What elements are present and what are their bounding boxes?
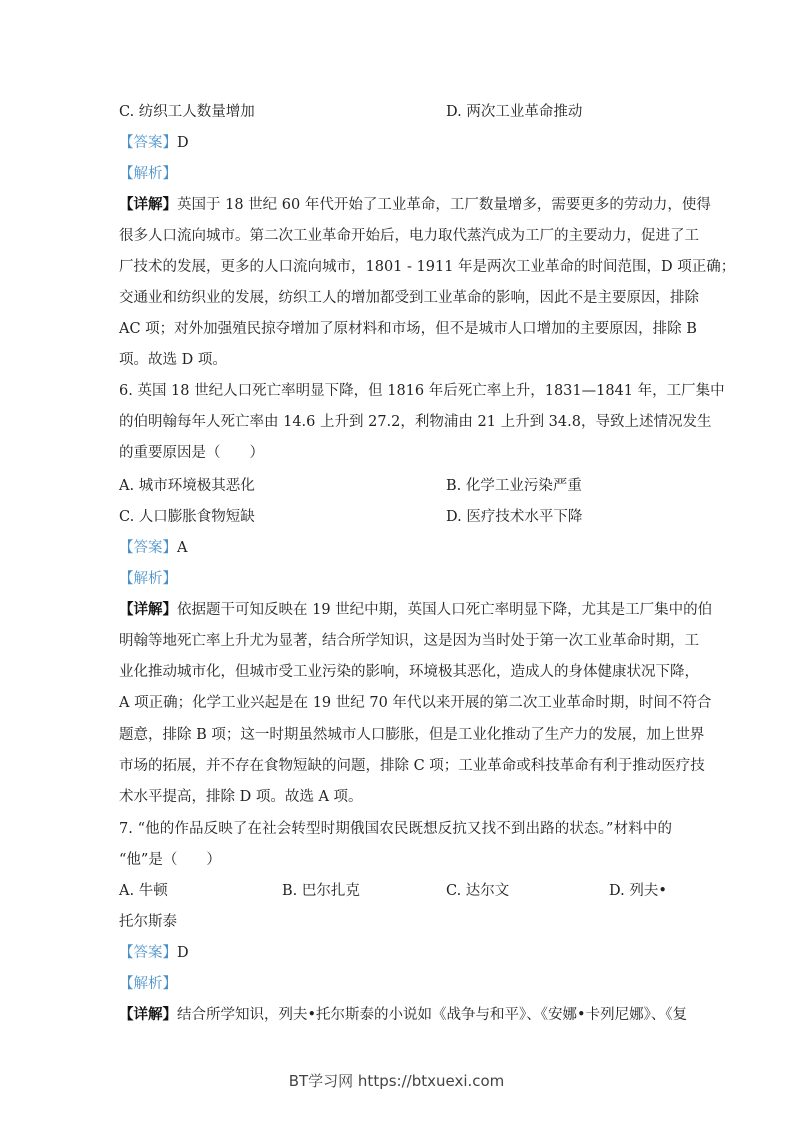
analysis-tag: 【解析】 bbox=[119, 166, 177, 182]
q5-option-c: C. 纺织工人数量增加 bbox=[119, 104, 255, 120]
answer-value: D bbox=[177, 135, 189, 151]
q6-detail-line: 题意，排除 B 项；这一时期虽然城市人口膨胀，但是工业化推动了生产力的发展，加上世界 bbox=[119, 727, 705, 743]
q6-options-row bbox=[119, 507, 672, 527]
q7-options-row bbox=[119, 881, 672, 901]
q7-option-d-continued: 托尔斯泰 bbox=[119, 914, 177, 930]
q5-detail-line bbox=[119, 195, 711, 215]
q5-detail-line: 交通业和纺织业的发展，纺织工人的增加都受到工业革命的影响，因此不是主要原因，排除 bbox=[119, 290, 699, 306]
analysis-tag: 【解析】 bbox=[119, 976, 177, 992]
detail-text: 英国于 18 世纪 60 年代开始了工业革命，工厂数量增多，需要更多的劳动力，使得 bbox=[177, 197, 711, 213]
q7-detail-line bbox=[119, 1005, 688, 1025]
q5-detail-line: 很多人口流向城市。第二次工业革命开始后，电力取代蒸汽成为工厂的主要动力，促进了工 bbox=[119, 228, 699, 244]
q7-analysis-tag bbox=[119, 974, 672, 994]
q7-stem-line: 7. “他的作品反映了在社会转型时期俄国农民既想反抗又找不到出路的状态。”材料中的 bbox=[119, 821, 672, 837]
q7-stem-line: “他”是（ ） bbox=[119, 852, 221, 868]
detail-tag: 【详解】 bbox=[119, 196, 177, 213]
q7-option-a: A. 牛顿 bbox=[119, 883, 168, 899]
q6-detail-line: A 项正确；化学工业兴起是在 19 世纪 70 年代以来开展的第二次工业革命时期，时间不符合 bbox=[119, 695, 712, 711]
q5-analysis-tag bbox=[119, 164, 672, 184]
answer-tag: 【答案】 bbox=[119, 135, 177, 151]
q7-option-b: B. 巴尔扎克 bbox=[282, 883, 360, 899]
q6-analysis-tag bbox=[119, 569, 672, 589]
detail-tag: 【详解】 bbox=[119, 1006, 177, 1023]
q6-stem-line: 6. 英国 18 世纪人口死亡率明显下降，但 1816 年后死亡率上升，1831—1841 年，工厂集中 bbox=[119, 383, 725, 399]
q6-detail-line: 明翰等地死亡率上升尤为显著，结合所学知识，这是因为当时处于第一次工业革命时期，工 bbox=[119, 633, 699, 649]
q7-answer bbox=[119, 943, 672, 963]
q6-detail-line: 术水平提高，排除 D 项。故选 A 项。 bbox=[119, 789, 363, 805]
detail-text: 依据题干可知反映在 19 世纪中期，英国人口死亡率明显下降，尤其是工厂集中的伯 bbox=[177, 602, 713, 618]
detail-tag: 【详解】 bbox=[119, 601, 177, 618]
detail-text: 结合所学知识，列夫•托尔斯泰的小说如《战争与和平》、《安娜•卡列尼娜》、《复 bbox=[177, 1007, 688, 1023]
q5-option-d: D. 两次工业革命推动 bbox=[446, 104, 583, 120]
q6-detail-line: 业化推动城市化，但城市受工业污染的影响，环境极其恶化，造成人的身体健康状况下降， bbox=[119, 664, 699, 680]
answer-value: D bbox=[177, 945, 189, 961]
q5-detail-line: 厂技术的发展，更多的人口流向城市，1801 - 1911 年是两次工业革命的时间范围，D 项正确； bbox=[119, 259, 736, 275]
q6-stem-line: 的伯明翰每年人死亡率由 14.6 上升到 27.2，利物浦由 21 上升到 34.8，导致上述情况发生 bbox=[119, 414, 712, 430]
q7-option-d: D. 列夫• bbox=[609, 883, 667, 899]
q6-option-a: A. 城市环境极其恶化 bbox=[119, 478, 255, 494]
q5-detail-line: AC 项；对外加强殖民掠夺增加了原材料和市场，但不是城市人口增加的主要原因，排除 B bbox=[119, 321, 697, 337]
footer-watermark: BT学习网 https://btxuexi.com bbox=[288, 1072, 505, 1090]
q6-option-d: D. 医疗技术水平下降 bbox=[446, 509, 583, 525]
q6-answer bbox=[119, 538, 672, 558]
q5-detail-line: 项。故选 D 项。 bbox=[119, 352, 227, 368]
q6-option-b: B. 化学工业污染严重 bbox=[446, 478, 582, 494]
q6-stem-line: 的重要原因是（ ） bbox=[119, 445, 264, 461]
q6-detail-line: 市场的拓展，并不存在食物短缺的问题，排除 C 项；工业革命或科技革命有利于推动医疗技 bbox=[119, 758, 705, 774]
q5-answer bbox=[119, 133, 672, 153]
q6-detail-line bbox=[119, 600, 713, 620]
answer-value: A bbox=[177, 540, 188, 556]
q7-option-c: C. 达尔文 bbox=[446, 883, 510, 899]
q6-option-c: C. 人口膨胀食物短缺 bbox=[119, 509, 255, 525]
q6-options-row bbox=[119, 476, 672, 496]
analysis-tag: 【解析】 bbox=[119, 571, 177, 587]
answer-tag: 【答案】 bbox=[119, 540, 177, 556]
q5-options-row bbox=[119, 102, 672, 122]
answer-tag: 【答案】 bbox=[119, 945, 177, 961]
